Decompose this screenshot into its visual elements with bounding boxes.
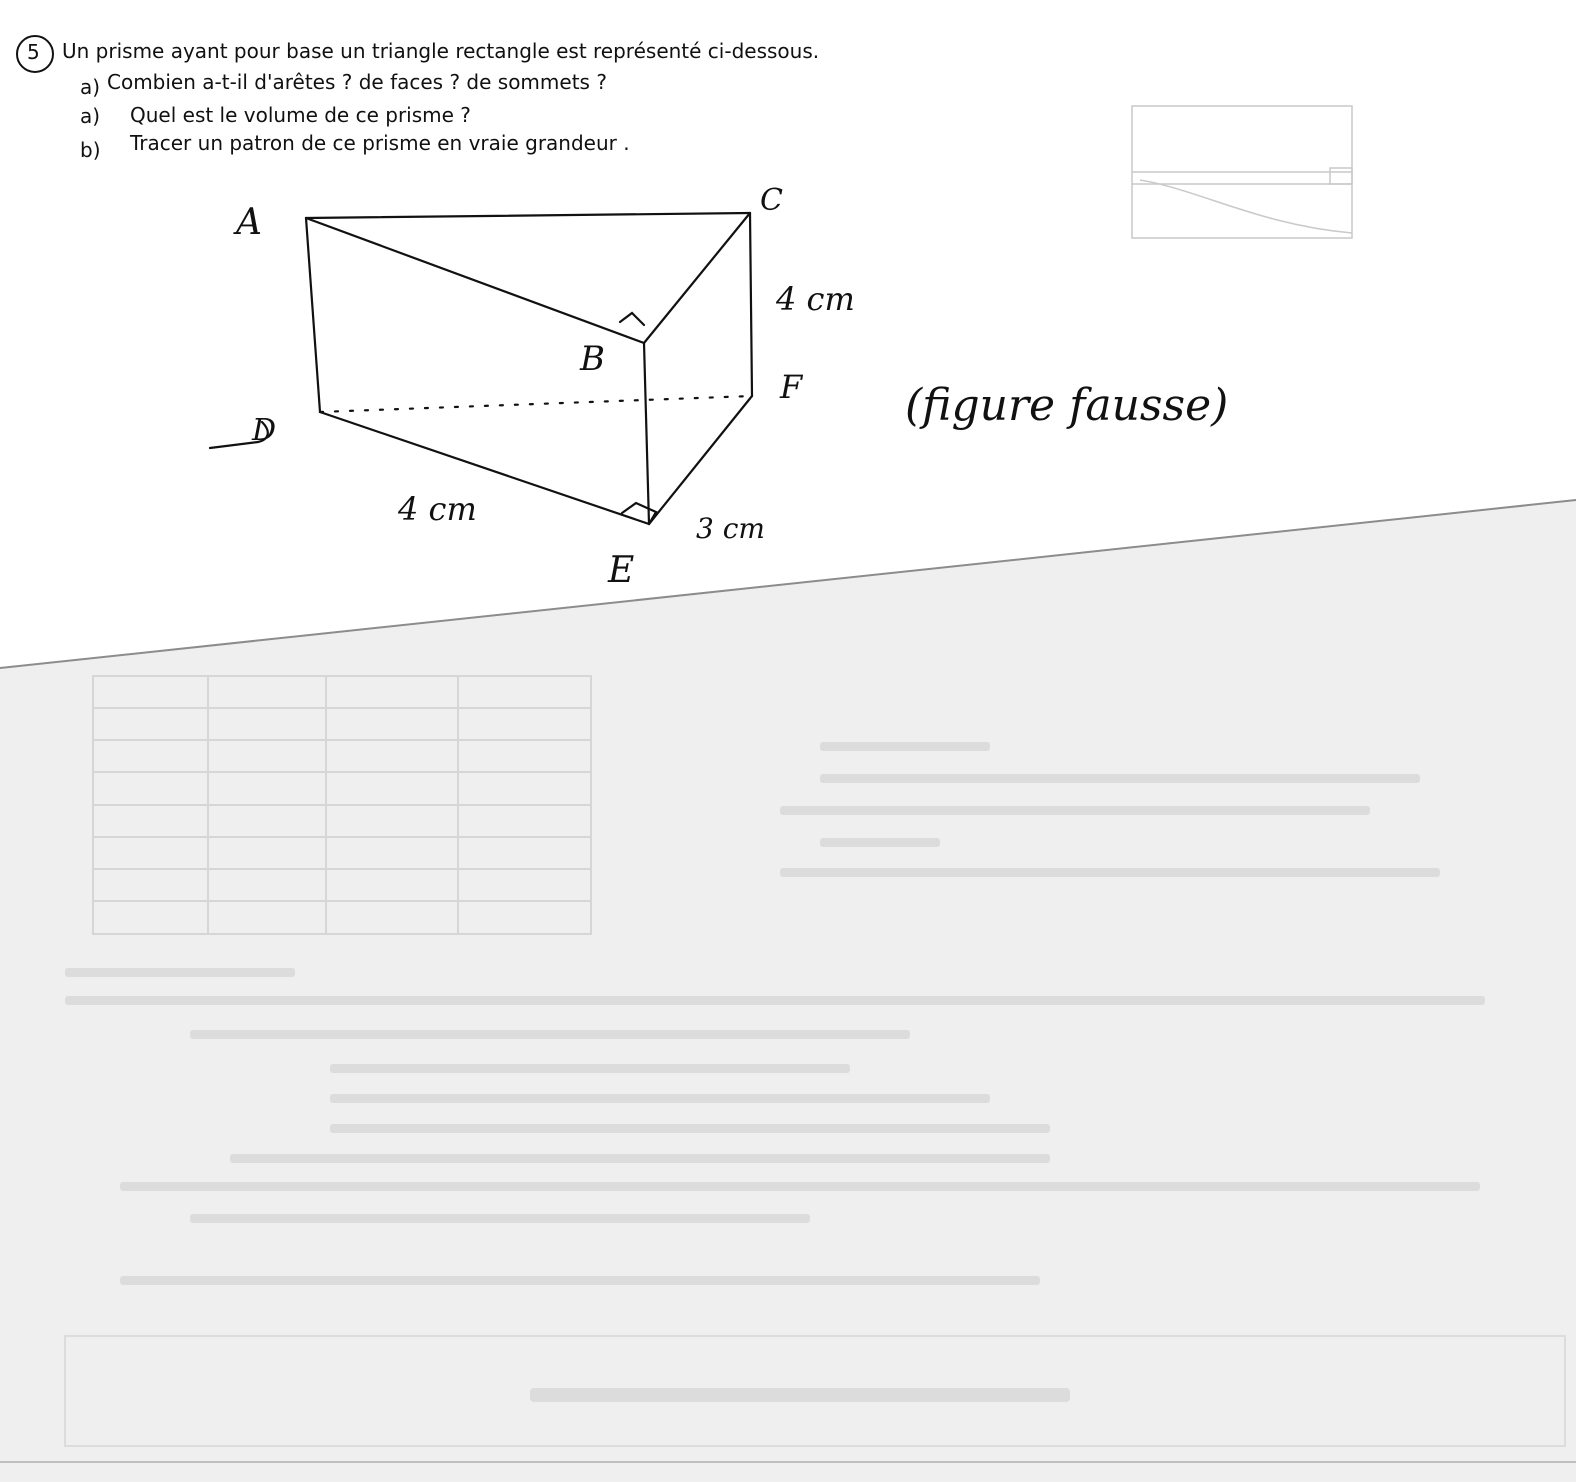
measure-EF: 3 cm xyxy=(696,512,765,545)
vertex-label-C: C xyxy=(760,183,783,218)
item-text: Combien a-t-il d'arêtes ? de faces ? de sommets ? xyxy=(107,70,607,94)
item-marker: b) xyxy=(80,138,101,162)
right-angle-mark-B xyxy=(620,313,644,325)
edge-BE xyxy=(644,343,649,524)
edge-BC xyxy=(644,213,750,343)
vertex-label-E: E xyxy=(608,550,635,591)
edge-EF xyxy=(649,396,752,524)
figure-note: (figure fausse) xyxy=(905,380,1229,431)
edge-DE xyxy=(320,412,649,524)
edge-AD xyxy=(306,218,320,412)
vertex-label-A: A xyxy=(236,202,262,243)
edge-AC xyxy=(306,213,750,218)
measure-DE: 4 cm xyxy=(398,490,477,528)
question-intro: Un prisme ayant pour base un triangle rectangle est représenté ci-dessous. xyxy=(62,39,820,63)
vertex-label-D: D xyxy=(252,413,277,448)
edge-DF-hidden xyxy=(320,396,752,412)
edge-AB xyxy=(306,218,644,343)
item-text: Quel est le volume de ce prisme ? xyxy=(130,103,471,127)
edge-CF xyxy=(750,213,752,396)
measure-CF: 4 cm xyxy=(776,280,855,318)
vertex-label-B: B xyxy=(580,339,605,379)
item-marker: a) xyxy=(80,75,101,99)
item-marker: a) xyxy=(80,104,101,128)
item-text: Tracer un patron de ce prisme en vraie grandeur . xyxy=(130,131,630,155)
vertex-label-F: F xyxy=(780,368,803,406)
question-number: 5 xyxy=(27,40,40,64)
